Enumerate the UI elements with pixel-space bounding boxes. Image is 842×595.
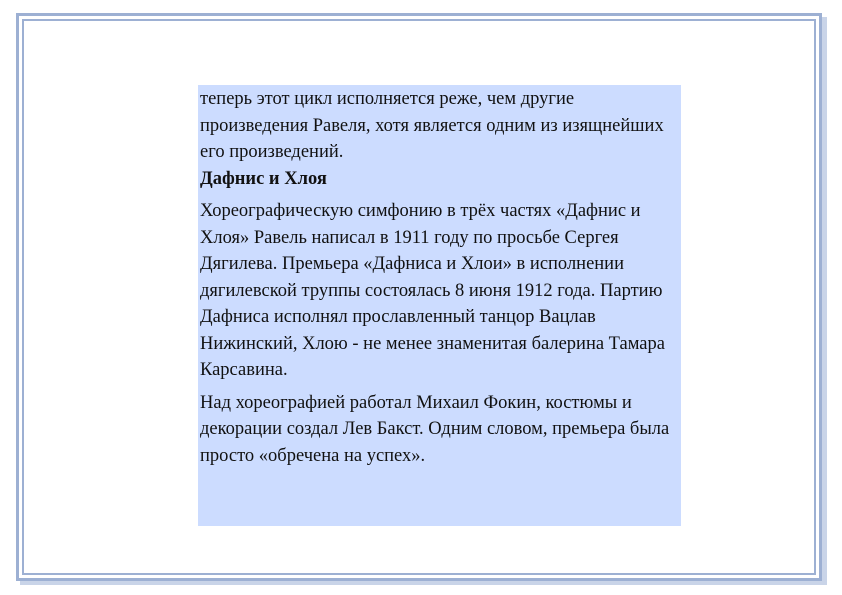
frame-shadow bbox=[822, 17, 827, 585]
section-heading: Дафнис и Хлоя bbox=[200, 168, 327, 189]
paragraph-intro: теперь этот цикл исполняется реже, чем другие произведения Равеля, хотя является одним из изящнейших его произведений. bbox=[200, 89, 664, 162]
paragraph-choreography: Над хореографией работал Михаил Фокин, костюмы и декорации создал Лев Бакст. Одним словом, премьера была просто «обречена на успех». bbox=[200, 392, 670, 466]
text-box bbox=[198, 85, 681, 526]
paragraph-daphnis: Хореографическую симфонию в трёх частях «Дафнис и Хлоя» Равель написал в 1911 году по просьбе Сергея Дягилева. Премьера «Дафниса и Хлои» в исполнении дягилевской труппы состоялась 8 июня 1912 года. Партию Дафниса исполнял прославленный танцор Вацлав Нижинский, Хлою - не менее знаменитая балерина Тамара Карсавина. bbox=[200, 201, 665, 380]
frame-shadow bbox=[20, 581, 827, 585]
